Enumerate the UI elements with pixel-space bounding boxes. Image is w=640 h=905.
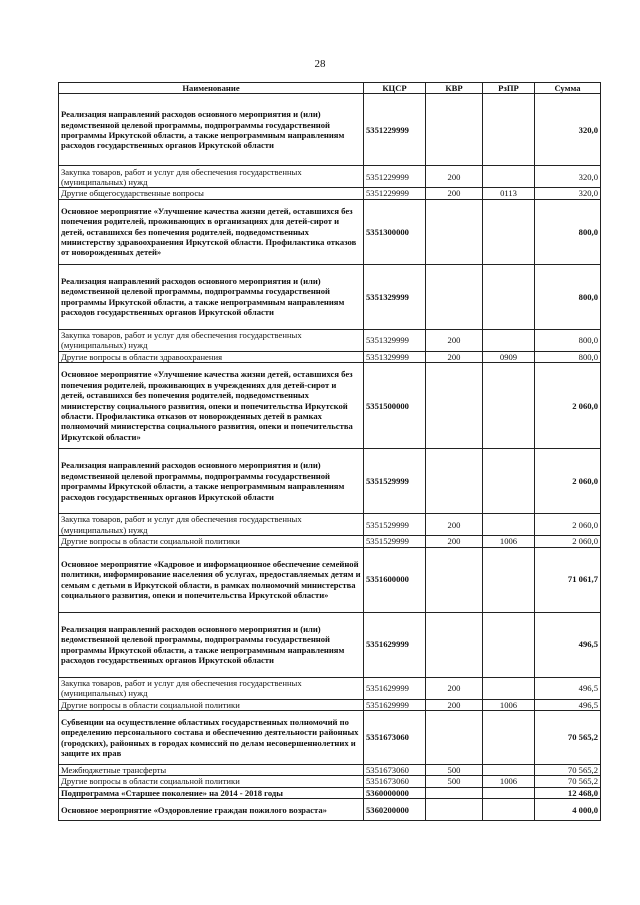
row-name-cell: Межбюджетные трансферты [59,765,364,776]
table-row [59,514,601,536]
row-rzpr-cell: 1006 [483,536,535,547]
row-kvr-cell: 200 [426,536,483,547]
row-name-cell: Основное мероприятие «Улучшение качества жизни детей, оставшихся без попечения родителей, проживающих в учреждениях для детей-сирот и детей, оставшихся без попечения родителей, подведомственных министерству социального развития, опеки и попечительства Иркутской области. Профилактика отказов от новорожденных детей в рамках полномочий министерства социального развития, опеки и попечительства Иркутской области» [59,363,364,449]
row-kvr-cell: 200 [426,514,483,536]
row-kcsr-cell: 5351529999 [364,449,426,514]
row-sum-cell: 12 468,0 [535,787,601,798]
row-sum-cell: 2 060,0 [535,363,601,449]
row-sum-cell: 320,0 [535,188,601,199]
row-kcsr-cell: 5351629999 [364,677,426,699]
row-kvr-cell: 200 [426,329,483,351]
row-kcsr-cell: 5351229999 [364,94,426,166]
row-rzpr-cell [483,765,535,776]
row-kcsr-cell: 5351329999 [364,329,426,351]
row-kcsr-cell: 5351673060 [364,711,426,765]
row-kvr-cell [426,449,483,514]
row-name-cell: Закупка товаров, работ и услуг для обеспечения государственных (муниципальных) нужд [59,677,364,699]
table-header-row [59,83,601,94]
row-kvr-cell: 200 [426,699,483,710]
table-row [59,612,601,677]
row-sum-cell: 496,5 [535,677,601,699]
row-kcsr-cell: 5351600000 [364,547,426,612]
header-kvr: КВР [426,83,483,94]
table-row [59,677,601,699]
row-kcsr-cell: 5351629999 [364,699,426,710]
row-rzpr-cell [483,677,535,699]
row-sum-cell: 320,0 [535,94,601,166]
row-kcsr-cell: 5351629999 [364,612,426,677]
row-sum-cell: 2 060,0 [535,514,601,536]
row-sum-cell: 800,0 [535,351,601,362]
row-name-cell: Другие вопросы в области социальной политики [59,699,364,710]
table-row [59,547,601,612]
row-name-cell: Закупка товаров, работ и услуг для обеспечения государственных (муниципальных) нужд [59,514,364,536]
row-name-cell: Другие вопросы в области здравоохранения [59,351,364,362]
row-name-cell: Закупка товаров, работ и услуг для обеспечения государственных (муниципальных) нужд [59,166,364,188]
row-kvr-cell [426,612,483,677]
row-sum-cell: 800,0 [535,199,601,264]
row-name-cell: Реализация направлений расходов основного мероприятия и (или) ведомственной целевой программы, подпрограммы государственной программы Иркутской области, а также непрограммным направлениям расходов государственных органов Иркутской области [59,612,364,677]
page-number: 28 [314,58,326,70]
row-kcsr-cell: 5351673060 [364,765,426,776]
row-kcsr-cell: 5351529999 [364,514,426,536]
row-rzpr-cell [483,329,535,351]
row-kvr-cell [426,711,483,765]
table-row [59,363,601,449]
table-row [59,787,601,798]
row-rzpr-cell [483,711,535,765]
table-row [59,264,601,329]
row-kcsr-cell: 5351329999 [364,264,426,329]
row-sum-cell: 320,0 [535,166,601,188]
table-row [59,188,601,199]
row-kcsr-cell: 5351673060 [364,776,426,787]
row-rzpr-cell [483,799,535,821]
table-row [59,199,601,264]
header-name: Наименование [59,83,364,94]
row-rzpr-cell [483,264,535,329]
table-row [59,776,601,787]
row-sum-cell: 70 565,2 [535,776,601,787]
row-kcsr-cell: 5351329999 [364,351,426,362]
row-rzpr-cell [483,449,535,514]
row-kvr-cell: 200 [426,166,483,188]
row-kcsr-cell: 5351229999 [364,166,426,188]
row-name-cell: Подпрограмма «Старшее поколение» на 2014 - 2018 годы [59,787,364,798]
row-sum-cell: 800,0 [535,329,601,351]
row-sum-cell: 71 061,7 [535,547,601,612]
row-name-cell: Основное мероприятие «Кадровое и информационное обеспечение семейной политики, информирование населения об услугах, предоставляемых детям и семьям с детьми в Иркутской области, в рамках полномочий министерства социального развития, опеки и попечительства Иркутской области» [59,547,364,612]
row-sum-cell: 496,5 [535,612,601,677]
row-sum-cell: 800,0 [535,264,601,329]
row-rzpr-cell [483,547,535,612]
row-kcsr-cell: 5351229999 [364,188,426,199]
table-row [59,536,601,547]
table-row [59,166,601,188]
row-rzpr-cell: 0113 [483,188,535,199]
row-kcsr-cell: 5351300000 [364,199,426,264]
row-rzpr-cell [483,94,535,166]
header-sum: Сумма [535,83,601,94]
table-row [59,799,601,821]
row-name-cell: Реализация направлений расходов основного мероприятия и (или) ведомственной целевой программы, подпрограммы государственной программы Иркутской области, а также непрограммным направлениям расходов государственных органов Иркутской области [59,449,364,514]
budget-table [58,82,601,821]
row-name-cell: Реализация направлений расходов основного мероприятия и (или) ведомственной целевой программы, подпрограммы государственной программы Иркутской области, а также непрограммным направлениям расходов государственных органов Иркутской области [59,94,364,166]
row-kcsr-cell: 5360000000 [364,787,426,798]
row-kvr-cell: 200 [426,188,483,199]
row-rzpr-cell: 1006 [483,699,535,710]
row-kvr-cell: 200 [426,351,483,362]
table-row [59,351,601,362]
table-row [59,699,601,710]
row-sum-cell: 2 060,0 [535,449,601,514]
row-kvr-cell [426,799,483,821]
row-kvr-cell [426,199,483,264]
row-rzpr-cell [483,612,535,677]
table-row [59,329,601,351]
row-sum-cell: 70 565,2 [535,765,601,776]
row-sum-cell: 70 565,2 [535,711,601,765]
table-row [59,449,601,514]
row-kvr-cell [426,787,483,798]
row-kvr-cell: 500 [426,776,483,787]
row-kcsr-cell: 5360200000 [364,799,426,821]
row-rzpr-cell [483,166,535,188]
row-rzpr-cell [483,363,535,449]
row-rzpr-cell [483,787,535,798]
row-kvr-cell [426,94,483,166]
row-kcsr-cell: 5351529999 [364,536,426,547]
table-row [59,711,601,765]
row-rzpr-cell: 1006 [483,776,535,787]
row-name-cell: Основное мероприятие «Улучшение качества жизни детей, оставшихся без попечения родителей, проживающих в организациях для детей-сирот и детей, оставшихся без попечения родителей, подведомственных министерству здравоохранения Иркутской области. Профилактика отказов от новорожденных детей» [59,199,364,264]
row-name-cell: Реализация направлений расходов основного мероприятия и (или) ведомственной целевой программы, подпрограммы государственной программы Иркутской области, а также непрограммным направлениям расходов государственных органов Иркутской области [59,264,364,329]
row-name-cell: Основное мероприятие «Оздоровление граждан пожилого возраста» [59,799,364,821]
row-sum-cell: 496,5 [535,699,601,710]
header-rzpr: РзПР [483,83,535,94]
row-kvr-cell [426,264,483,329]
row-kvr-cell: 200 [426,677,483,699]
row-name-cell: Субвенции на осуществление областных государственных полномочий по определению персонального состава и обеспечению деятельности районных (городских), районных в городах комиссий по делам несовершеннолетних и защите их прав [59,711,364,765]
row-rzpr-cell: 0909 [483,351,535,362]
row-name-cell: Другие общегосударственные вопросы [59,188,364,199]
row-kvr-cell [426,363,483,449]
row-sum-cell: 4 000,0 [535,799,601,821]
row-sum-cell: 2 060,0 [535,536,601,547]
header-kcsr: КЦСР [364,83,426,94]
row-kvr-cell [426,547,483,612]
table-row [59,94,601,166]
row-name-cell: Другие вопросы в области социальной политики [59,776,364,787]
table-row [59,765,601,776]
row-name-cell: Закупка товаров, работ и услуг для обеспечения государственных (муниципальных) нужд [59,329,364,351]
row-kvr-cell: 500 [426,765,483,776]
row-rzpr-cell [483,199,535,264]
table-body [59,94,601,821]
row-kcsr-cell: 5351500000 [364,363,426,449]
row-name-cell: Другие вопросы в области социальной политики [59,536,364,547]
row-rzpr-cell [483,514,535,536]
